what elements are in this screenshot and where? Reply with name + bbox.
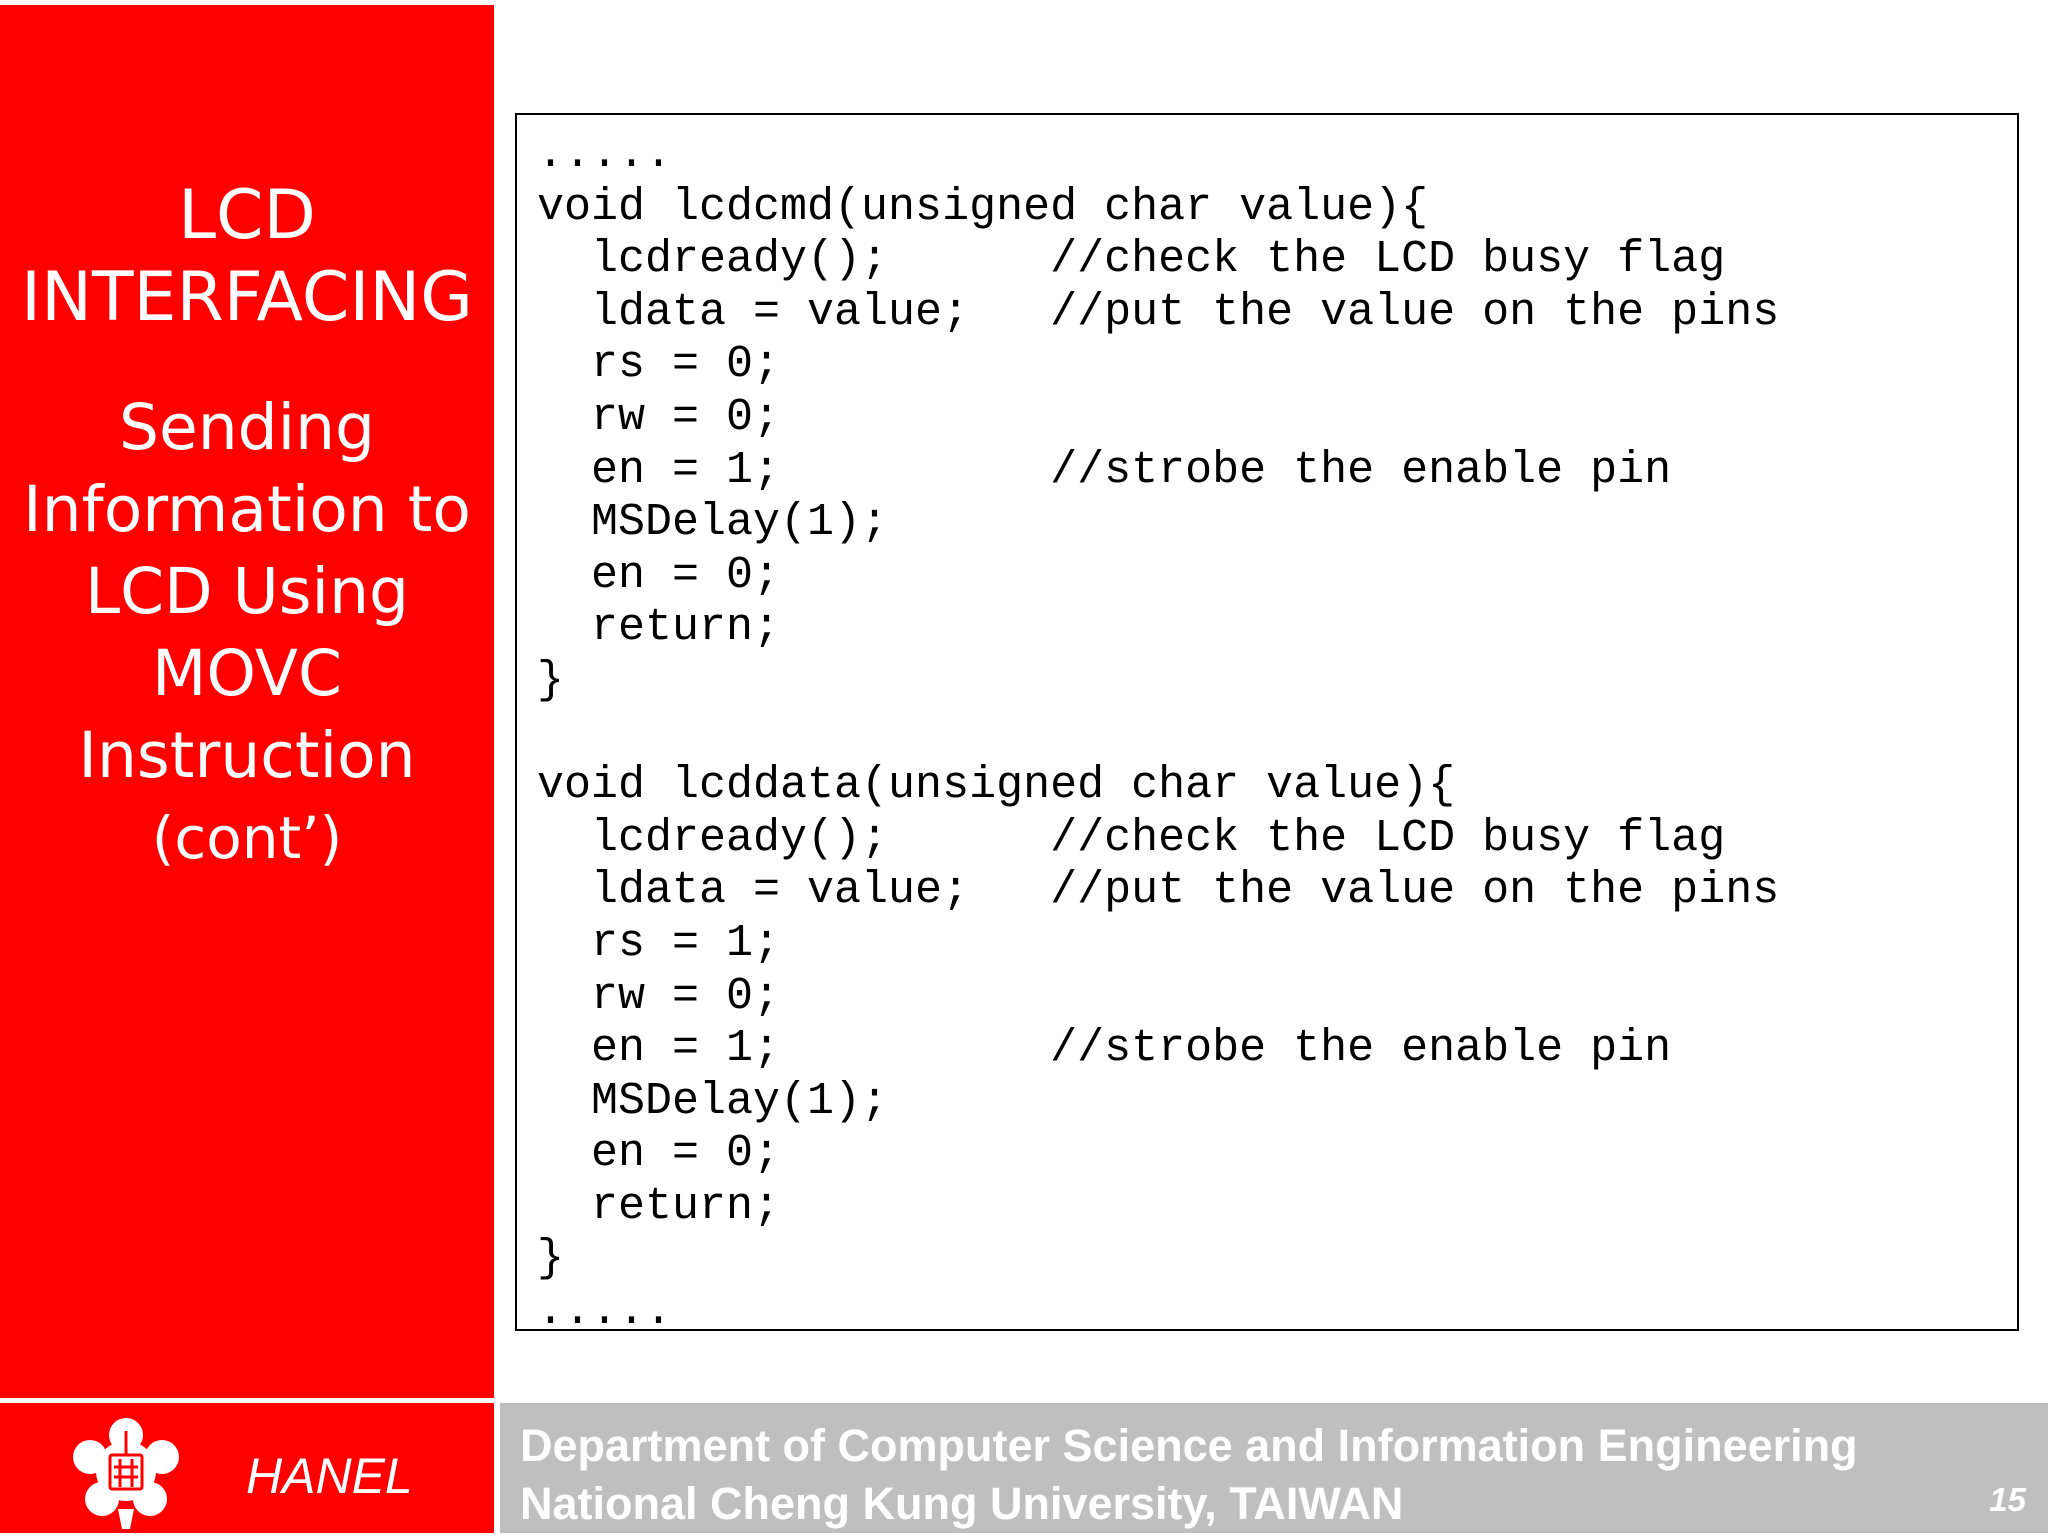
cont-label: (cont’)	[151, 804, 343, 872]
code-line: return;	[537, 1180, 781, 1232]
title-line: LCD	[178, 176, 316, 255]
subtitle-line: MOVC	[152, 637, 342, 710]
code-line: .....	[537, 1286, 673, 1338]
code-line	[537, 708, 1779, 761]
author-label: HANEL	[246, 1448, 413, 1504]
subtitle-line: Information to	[23, 473, 471, 546]
subtitle-line: Instruction	[78, 719, 416, 792]
slide-subtitle	[0, 387, 494, 879]
footer-left-panel	[0, 1403, 494, 1533]
department-text	[520, 1417, 1858, 1533]
subtitle-line: LCD Using	[85, 555, 409, 628]
code-line: void lcdcmd(unsigned char value){	[537, 181, 1429, 233]
university-line: National Cheng Kung University, TAIWAN	[520, 1478, 1404, 1529]
sidebar-panel	[0, 5, 494, 1398]
code-line: lcdready(); //check the LCD busy flag	[537, 812, 1726, 864]
code-line: void lcddata(unsigned char value){	[537, 760, 1456, 812]
code-line: en = 0;	[537, 549, 781, 601]
page-number: 15	[1989, 1481, 2026, 1518]
subtitle-line: Sending	[118, 391, 376, 464]
footer-right-panel	[500, 1403, 2048, 1533]
code-line: }	[537, 654, 565, 706]
code-line: .....	[537, 129, 673, 180]
code-line: }	[537, 1233, 565, 1285]
code-line: MSDelay(1);	[537, 1075, 889, 1127]
code-line: rw = 0;	[537, 970, 781, 1022]
code-line: ldata = value; //put the value on the pins	[537, 865, 1780, 917]
ncku-emblem-icon	[56, 1411, 196, 1531]
code-line: rs = 0;	[537, 339, 781, 391]
title-line: INTERFACING	[21, 258, 473, 337]
code-line: en = 0;	[537, 1128, 781, 1180]
code-line: MSDelay(1);	[537, 497, 889, 549]
slide-title	[0, 175, 494, 339]
code-line: lcdready(); //check the LCD busy flag	[537, 234, 1726, 286]
department-line: Department of Computer Science and Information Engineering	[520, 1420, 1858, 1471]
code-listing-box	[515, 113, 2019, 1338]
code-line: ldata = value; //put the value on the pins	[537, 286, 1780, 338]
code-line: en = 1; //strobe the enable pin	[537, 1023, 1672, 1075]
code-line: rs = 1;	[537, 917, 781, 969]
code-listing	[537, 129, 1779, 1339]
code-line: rw = 0;	[537, 391, 781, 443]
code-line: en = 1; //strobe the enable pin	[537, 444, 1672, 496]
code-line: return;	[537, 602, 781, 654]
